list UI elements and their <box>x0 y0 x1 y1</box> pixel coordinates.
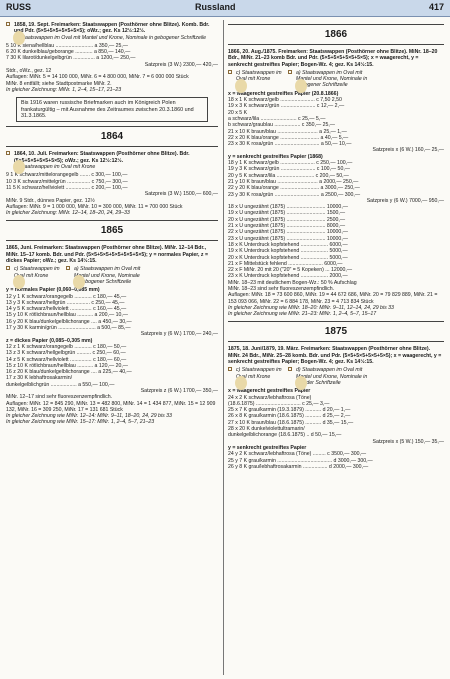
left-column <box>6 20 218 426</box>
stamp-caption: a) Staatswappen im Oval mit Mantel und Krone, Nominale in gebogener Schriftzeile <box>74 266 141 285</box>
year-heading: 1866 <box>324 29 348 40</box>
column-divider <box>223 20 224 675</box>
stamp-row: 14 z 5 K schwarz/hellviolett ............... c 180,— 60,— <box>6 356 127 363</box>
set-price: Satzpreis z (6 W.) 1700,— 350,— <box>140 387 218 394</box>
stamp-caption: c) Staatswappen im Oval mit Krone <box>236 69 282 83</box>
print-run: Auflagen: MiNr. 18 = 73 600 860, MiNr. 19 = 44 672 686, MiNr. 20 = 79 829 889, MiNr. 21 = 153 093 066, MiNr. 22 = 6 884 178, MiNr. 23 = 4 713 834 Stück <box>228 292 438 305</box>
header-center: Russland <box>195 2 236 12</box>
variant-row: 23 x K Unterdruck kopfstehend ................... 2000,— <box>228 273 348 280</box>
stamp-caption: c) Staatswappen im Oval mit Krone <box>14 266 60 279</box>
divider <box>6 220 218 221</box>
stamp-row: 22 x 20 K blau/orange ........................... a 40,— 5,— <box>228 134 349 141</box>
stamp-image <box>288 367 292 371</box>
variant-row: 21 x F Mittelstück fehlend ........................ 6000,— <box>228 260 343 267</box>
header-left: RUSS <box>6 2 32 12</box>
same-design-note: In gleicher Zeichnung wie MiNr. 15–17: MiNr. 1, 2–4, 5–7, 21–23 <box>6 419 155 426</box>
stamp-row: 26 x 8 K grau/karmin (18.6.1875) ........... d 25,— 2,— <box>228 413 351 420</box>
set-price: Satzpreis y (6 W.) 7000,— 950,— <box>366 197 444 204</box>
paper-heading: y = senkrecht gestreiftes Papier <box>228 444 307 451</box>
stamp-row: 25 x 7 K grau/karmin (19.3.1879) ........... d 20,— 1,— <box>228 407 351 414</box>
stamp-images <box>228 367 444 386</box>
variant-row: MiNr. 9 Stdr., dünnes Papier, gez. 12½ <box>6 197 95 204</box>
stamp-image <box>6 266 10 270</box>
stamp-row: 7 30 K lilarot/dunkelgelbgrün ............... a 1200,— 250,— <box>6 55 136 62</box>
paper-heading: x = waagerecht gestreiftes Papier (20.8.1866) <box>228 90 339 97</box>
set-price: Satzpreis x (6 W.) 160,— 25,— <box>372 147 444 154</box>
stamp-row: 19 x 3 K schwarz/grün ........................ c 12,— 2,— <box>228 103 345 110</box>
stamp-image <box>288 70 292 74</box>
issue-title: 1875, 18. Juni/1879, 19. März. Freimarken: Staatswappen (Posthörner ohne Blitze). MiNr. 24 Bdr., MiNr. 25–28 komb. Bdr. und Pdr. (5×5+5×5+5×5+5×5); x = waagerecht, y = senkrecht gestreiftes Papier; Bogen-Wz. 4; gez. Ks 14½:15. <box>228 346 442 366</box>
stamp-row: 12 y 1 K schwarz/orangegelb ............ c 180,— 45,— <box>6 293 127 300</box>
note: MiNr. 18–23 mit deutlichem Bogen-Wz.: 50 % Aufschlag <box>228 279 357 286</box>
variant-row: 20 x K Unterdruck kopfstehend ................... 5000,— <box>228 254 348 261</box>
stamp-row: dunkelgelblichgrün .................. a 550,— 100,— <box>6 381 115 388</box>
issue-1858 <box>6 22 218 41</box>
stamp-row: 17 y 30 K karmin/grün .......................... a 500,— 85,— <box>6 325 131 332</box>
stamp-row: 15 z 10 K rötlichbraun/hellblau ........... a 120,— 20,— <box>6 362 128 369</box>
stamp-row: 26 y 8 K grau/lebhaftrosakarmin ................. d 2000,— 300,— <box>228 463 369 470</box>
print-run: Auflagen: MiNr. 12 = 845 290, MiNr. 13 = 482 800, MiNr. 14 = 1 434 877, MiNr. 15 = 12 909 132, MiNr. 16 = 309 250, MiNr. 17 = 131 681 Stück <box>6 400 216 413</box>
stamp-row: 15 y 10 K rötlichbraun/hellblau ........... a 200,— 10,— <box>6 312 128 319</box>
divider <box>6 146 218 147</box>
stamp-image <box>66 266 70 270</box>
stamp-row: 18 x 1 K schwarz/gelb ........................ c 7,50 2,50 <box>228 97 342 104</box>
stamp-row: 20 y 5 K schwarz/lila .......................... c 200,— 50,— <box>228 172 349 179</box>
stamp-row: b schwarz/graublau .................. c 350,— 25,— <box>228 122 335 129</box>
stamp-row: 12 z 1 K schwarz/orangegelb ............ c 180,— 50,— <box>6 343 127 350</box>
stamp-image <box>228 70 232 74</box>
issue-title: 1858, 19. Sept. Freimarken: Staatswappen (Posthörner ohne Blitze). Komb. Bdr. und Pdr. (5×5+5×5+5×5+5×5); oWz.; gez. Ks 12½:12½. <box>14 22 210 35</box>
paper-heading: z = dickes Papier (0,085–0,305 mm) <box>6 337 93 344</box>
stamp-images <box>228 70 444 89</box>
divider <box>6 240 218 241</box>
variant-row: 18 x K Unterdruck kopfstehend ................... 6000,— <box>228 241 348 248</box>
stamp-row: 21 y 10 K braun/blau ............................ a 2000,— 250,— <box>228 178 359 185</box>
year-heading: 1865 <box>100 225 124 237</box>
divider <box>228 341 444 342</box>
variant-row: 22 x F MiNr. 20 mit 20 ("20" = 5 Kopeken) ... 12000,— <box>228 267 353 274</box>
stamp-images <box>6 266 218 285</box>
stamp-row: 20 x 5 K <box>228 109 248 116</box>
page-number: 417 <box>428 2 444 12</box>
same-design-note: In gleicher Zeichnung: MiNr. 12–14, 18–20, 24, 29–33 <box>6 210 130 217</box>
paper-heading: x = waagerecht gestreiftes Papier <box>228 388 311 395</box>
stamp-row: 24 x 2 K schwarz/lebhaftrosa (Töne) <box>228 394 312 401</box>
same-design-note: In gleicher Zeichnung: MiNr. 1, 2–4, 15–17, 21–23 <box>6 86 122 93</box>
stamp-row: 10 3 K schwarz/mittelgrün ................ c 750,— 300,— <box>6 178 128 185</box>
set-price: Satzpreis (3 W.) 1500,— 600,— <box>144 191 218 198</box>
year-heading: 1875 <box>324 326 348 338</box>
year-heading: 1864 <box>100 131 124 143</box>
stamp-row: 11 5 K schwarz/hellviolett ................. c 200,— 100,— <box>6 184 128 191</box>
stamp-row: 14 y 5 K schwarz/hellviolett ............... c 160,— 45,— <box>6 306 127 313</box>
stamp-row: 23 x 30 K rosa/grün ............................... a 50,— 10,— <box>228 141 352 148</box>
stamp-row: 5 10 K siena/hellblau .......................... a 350,— 25,— <box>6 42 128 49</box>
issue-title: 1866, 20. Aug./1875. Freimarken: Staatswappen (Posthörner ohne Blitze). MiNr. 18–20 Bdr., MiNr. 21–23 komb Bdr. und Pdr. (5×5+5×5+5×5+5×5); x = waagerecht, y = senkrecht gestreiftes Papier; Bogen-Wz. 4; gez. Ks 14½:15. <box>228 49 438 68</box>
stamp-row: 18 y 1 K schwarz/gelb ........................ c 250,— 100,— <box>228 160 353 167</box>
stamp-row: 27 x 10 K braun/blau (18.6.1875) ........... d 35,— 15,— <box>228 419 354 426</box>
issue-1864 <box>6 151 218 170</box>
set-price: Satzpreis x (5 W.) 150,— 35,— <box>372 438 444 445</box>
info-box: Bis 1916 waren russische Briefmarken auch im Königreich Polen frankaturgültig – mit Ausnahme des Zeitraumes zwischen 20.3.1860 und 31.3.1865. <box>16 97 208 122</box>
stamp-row: 16 z 20 K blau/dunkelgelblichorange .... a 225,— 40,— <box>6 369 132 376</box>
stamp-row: 25 y 7 K grau/karmin ...................................... d 3000,— 300,— <box>228 457 373 464</box>
stamp-caption: d) Staatswappen im Oval mit Mantel und Krone, Nominale in gerader Schriftzeile <box>296 367 368 386</box>
stamp-caption: a) Staatswappen im Oval mit Mantel und Krone, Nominale in gebogener Schriftzeile <box>14 34 207 41</box>
stamp-row: 13 z 3 K schwarz/hellgelbgrün .......... c 250,— 60,— <box>6 350 126 357</box>
stamp-row: dunkelgelblichorange (18.6.1875) .. d 50,— 15,— <box>228 432 342 439</box>
stamp-caption: c) Staatswappen im Oval mit Krone <box>236 367 282 380</box>
paper-heading: y = normales Papier (0,060–0,085 mm) <box>6 287 100 294</box>
issue-title: 1864, 10. Juli. Freimarken: Staatswappen (Posthörner ohne Blitze). Bdr. (5×5+5×5+5×5+5×5); oWz.; gez. Ks 12½:12½. <box>14 151 190 164</box>
stamp-image <box>228 367 232 371</box>
note: MiNr. 12–17 sind sehr fluoreszenzempfindlich. <box>6 394 113 401</box>
paper-heading: y = senkrecht gestreiftes Papier (1868) <box>228 153 323 160</box>
stamp-row: 9 1 K schwarz/mittelorangegelb ....... c 300,— 100,— <box>6 172 128 179</box>
stamp-caption: a) Staatswappen im Oval mit Mantel und Krone, Nominale in gebogener Schriftzeile <box>296 69 368 89</box>
print-run: Auflagen: MiNr. 9 = 1 000 000, MiNr. 10 = 300 000, MiNr. 11 = 700 000 Stück <box>6 203 183 210</box>
stamp-row: 13 y 3 K schwarz/hellgrün ................ c 250,— 45,— <box>6 299 125 306</box>
stamp-image <box>6 151 10 155</box>
print-run: Auflagen: MiNr. 5 = 14 100 000, MiNr. 6 = 4 800 000, MiNr. 7 = 6 000 000 Stück <box>6 74 189 81</box>
stamp-row: (18.6.1875) ............................... c 25,— 3,— <box>228 400 330 407</box>
variant-row: 21 x U ungezähnt (1875) ........................... 8000,— <box>228 223 346 230</box>
stamp-image <box>6 22 10 26</box>
variant-row: Stdr., oWz., gez. 12 <box>6 68 52 75</box>
stamp-caption: c) Staatswappen im Oval mit Krone <box>14 164 96 171</box>
same-design-note: In gleicher Zeichnung wie MiNr. 18–20: MiNr. 9–11, 12–14, 24, 29 bis 33 <box>228 304 394 311</box>
stamp-row: 22 y 20 K blau/orange ........................... a 3000,— 250,— <box>228 185 360 192</box>
same-design-note: In gleicher Zeichnung wie MiNr. 12–14: MiNr. 9–11, 18–20, 24, 29 bis 33 <box>6 413 172 420</box>
divider <box>228 321 444 322</box>
stamp-row: 23 y 30 K rosa/grün ............................... a 2500,— 300,— <box>228 191 361 198</box>
set-price: Satzpreis y (6 W.) 1700,— 240,— <box>140 331 218 338</box>
variant-row: 18 x U ungezähnt (1875) ........................... 10000,— <box>228 204 348 211</box>
stamp-row: 19 y 3 K schwarz/grün ........................ c 100,— 50,— <box>228 166 350 173</box>
variant-row: 20 x U ungezähnt (1875) ........................... 2500,— <box>228 216 346 223</box>
stamp-row: 16 y 20 K blau/dunkelgelblichorange .... a 450,— 30,— <box>6 318 132 325</box>
stamp-row: 28 x 20 K dunkelviolettultramarin/ <box>228 426 305 433</box>
stamp-row: a schwarz/lila ......................... c 25,— 5,— <box>228 115 326 122</box>
stamp-row: 17 z 30 K lebhaftrosakarmin/ <box>6 375 73 382</box>
note: MiNr. 18–23 sind sehr fluoreszenzempfindlich. <box>228 285 335 292</box>
variant-row: 22 x U ungezähnt (1875) ........................... 10000,— <box>228 229 348 236</box>
issue-title: 1865, Juni. Freimarken: Staatswappen (Posthörner ohne Blitze). MiNr. 12–14 Bdr., MiNr. 15–17 komb. Bdr. und Pdr. (5×5+5×5+5×5+5×5+5×5); y = normales Papier, z = dickes Papier; oWz.; gez. Ks 14½:15. <box>6 245 208 265</box>
variant-row: 19 x K Unterdruck kopfstehend ................... 5000,— <box>228 248 348 255</box>
same-design-note: In gleicher Zeichnung wie MiNr. 21–23: MiNr. 1, 2–4, 5–7, 15–17 <box>228 311 377 318</box>
variant-row: 19 x U ungezähnt (1875) ........................... 1500,— <box>228 210 346 217</box>
divider <box>228 24 444 25</box>
set-price: Satzpreis (3 W.) 2300,— 420,— <box>144 61 218 68</box>
stamp-row: 6 20 K dunkelblau/geborange ............ a 850,— 140,— <box>6 49 131 56</box>
variant-row: 23 x U ungezähnt (1875) ........................... 10000,— <box>228 235 348 242</box>
stamp-row: 24 y 2 K schwarz/lebhaftrosa (Töne) ......... c 3500,— 300,— <box>228 451 367 458</box>
divider <box>6 126 218 127</box>
right-column <box>228 20 444 470</box>
divider <box>228 44 444 45</box>
stamp-row: 21 x 10 K braun/blau ............................ a 25,— 1,— <box>228 128 347 135</box>
note: MiNr. 8 entfällt; siehe Stadtpostmarke MiNr. 2. <box>6 80 112 87</box>
page-header <box>0 0 450 17</box>
